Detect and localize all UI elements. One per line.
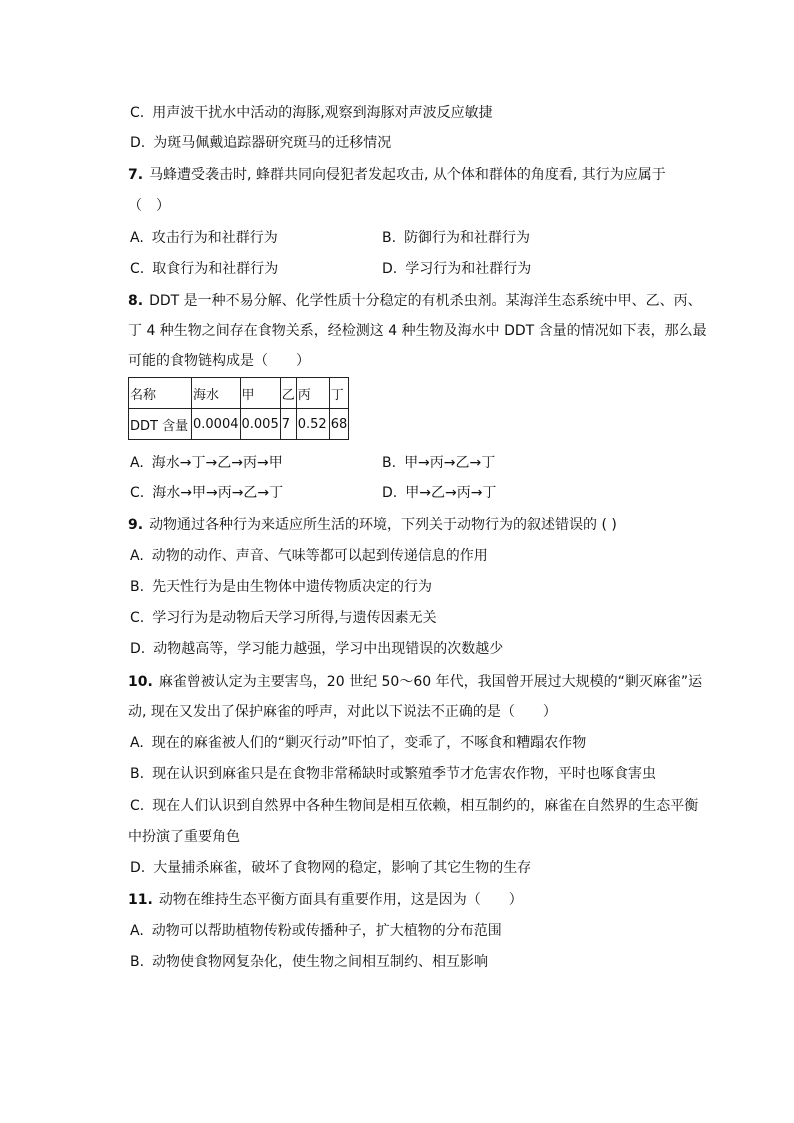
table-row (129, 409, 349, 440)
option-text: 大量捕杀麻雀，破坏了食物网的稳定，影响了其它生物的生存 (153, 860, 532, 876)
option-text: 取食行为和社群行为 (152, 261, 279, 277)
option-label: C. (130, 485, 145, 501)
option-text: 先天性行为是由生物体中遗传物质决定的行为 (152, 579, 433, 595)
table-cell: 68 (329, 409, 349, 440)
option-text: 学习行为和社群行为 (405, 261, 532, 277)
q8-stem-cont (128, 352, 310, 370)
table-cell: 乙 (280, 378, 296, 409)
option-label: A. (130, 455, 144, 471)
table-cell: 海水 (192, 378, 241, 409)
option-text: 甲→乙→丙→丁 (405, 485, 497, 501)
table-cell: 甲 (240, 378, 280, 409)
q11-stem (128, 891, 523, 909)
option-label: A. (130, 735, 144, 751)
question-text: 动物通过各种行为来适应所生活的环境，下列关于动物行为的叙述错误的 ( ) (149, 517, 617, 533)
q10-stem-cont (128, 703, 557, 721)
q7-stem-cont (128, 197, 170, 215)
question-number: 9. (128, 517, 144, 533)
q8-stem (128, 292, 702, 310)
table-cell: 丙 (296, 378, 329, 409)
option-text: 中扮演了重要角色 (128, 829, 240, 845)
option-label: D. (130, 641, 146, 657)
option-text: 为斑马佩戴追踪器研究斑马的迁移情况 (153, 135, 392, 151)
q6-option-d (130, 134, 391, 152)
option-label: B. (130, 766, 145, 782)
option-text: 动物使食物网复杂化，使生物之间相互制约、相互影响 (152, 954, 489, 970)
q9-option-b (130, 578, 432, 596)
option-label: C. (130, 261, 145, 277)
question-text: DDT 是一种不易分解、化学性质十分稳定的有机杀虫剂。某海洋生态系统中甲、乙、丙、 (149, 293, 702, 309)
table-cell: 0.52 (296, 409, 329, 440)
ddt-table (128, 377, 349, 440)
option-text: 动物可以帮助植物传粉或传播种子，扩大植物的分布范围 (151, 923, 502, 939)
option-label: C. (130, 105, 145, 121)
q8-option-d (382, 484, 496, 502)
question-text: 麻雀曾被认定为主要害鸟，20 世纪 50～60 年代，我国曾开展过大规模的“剿灭麻雀”运 (158, 674, 703, 690)
question-number: 8. (128, 293, 144, 309)
q11-option-b (130, 953, 488, 971)
q8-option-c (130, 484, 283, 502)
option-label: A. (130, 230, 144, 246)
q9-stem (128, 516, 617, 534)
q10-option-c-cont (128, 828, 240, 846)
option-label: B. (130, 579, 145, 595)
option-text: 现在的麻雀被人们的“剿灭行动”吓怕了，变乖了，不啄食和糟蹋农作物 (151, 735, 587, 751)
option-label: C. (130, 798, 145, 814)
q7-option-d (382, 260, 531, 278)
question-number: 7. (128, 167, 144, 183)
q7-option-a (130, 229, 278, 247)
option-label: B. (130, 954, 145, 970)
table-cell: 0.005 (240, 409, 280, 440)
q7-stem (128, 166, 666, 184)
q10-option-d (130, 859, 531, 877)
q9-option-a (130, 547, 488, 565)
question-number: 11. (128, 892, 153, 908)
option-label: A. (130, 923, 144, 939)
option-text: 攻击行为和社群行为 (151, 230, 278, 246)
question-text: 动, 现在又发出了保护麻雀的呼声，对此以下说法不正确的是（ ） (128, 704, 557, 720)
q6-option-c (130, 104, 493, 122)
q10-option-b (130, 765, 656, 783)
q10-option-c (130, 797, 698, 815)
q9-option-d (130, 640, 503, 658)
question-text: 马蜂遭受袭击时, 蜂群共同向侵犯者发起攻击, 从个体和群体的角度看, 其行为应属于 (149, 167, 666, 183)
question-text: 动物在维持生态平衡方面具有重要作用，这是因为（ ） (158, 892, 523, 908)
q8-option-a (130, 454, 283, 472)
option-text: 用声波干扰水中活动的海豚,观察到海豚对声波反应敏捷 (152, 105, 493, 121)
option-text: 海水→甲→丙→乙→丁 (152, 485, 284, 501)
table-header-row (129, 378, 349, 409)
question-text: 可能的食物链构成是（ ） (128, 353, 310, 369)
question-text: 丁 4 种生物之间存在食物关系，经检测这 4 种生物及海水中 DDT 含量的情况如下表，那么最 (128, 323, 707, 339)
q11-option-a (130, 922, 502, 940)
q9-option-c (130, 609, 437, 627)
option-label: D. (382, 261, 398, 277)
table-cell: 名称 (129, 378, 192, 409)
q8-stem-cont (128, 322, 707, 340)
option-label: D. (382, 485, 398, 501)
option-label: B. (382, 230, 397, 246)
option-label: C. (130, 610, 145, 626)
q10-option-a (130, 734, 586, 752)
table-cell: DDT 含量 (129, 409, 192, 440)
option-text: 甲→丙→乙→丁 (404, 455, 496, 471)
q7-option-b (382, 229, 530, 247)
option-text: 现在认识到麻雀只是在食物非常稀缺时或繁殖季节才危害农作物，平时也啄食害虫 (152, 766, 657, 782)
option-label: D. (130, 135, 146, 151)
option-text: 防御行为和社群行为 (404, 230, 531, 246)
q8-option-b (382, 454, 495, 472)
option-text: 现在人们认识到自然界中各种生物间是相互依赖，相互制约的，麻雀在自然界的生态平衡 (152, 798, 699, 814)
option-text: 海水→丁→乙→丙→甲 (151, 455, 283, 471)
option-text: 动物越高等，学习能力越强，学习中出现错误的次数越少 (153, 641, 504, 657)
table-cell: 丁 (329, 378, 349, 409)
question-text: （ ） (128, 198, 170, 214)
table-cell: 7 (280, 409, 296, 440)
table-cell: 0.0004 (192, 409, 241, 440)
option-label: A. (130, 548, 144, 564)
option-label: B. (382, 455, 397, 471)
q7-option-c (130, 260, 278, 278)
question-number: 10. (128, 674, 153, 690)
option-text: 动物的动作、声音、气味等都可以起到传递信息的作用 (151, 548, 488, 564)
option-label: D. (130, 860, 146, 876)
q10-stem (128, 673, 702, 691)
option-text: 学习行为是动物后天学习所得,与遗传因素无关 (152, 610, 437, 626)
